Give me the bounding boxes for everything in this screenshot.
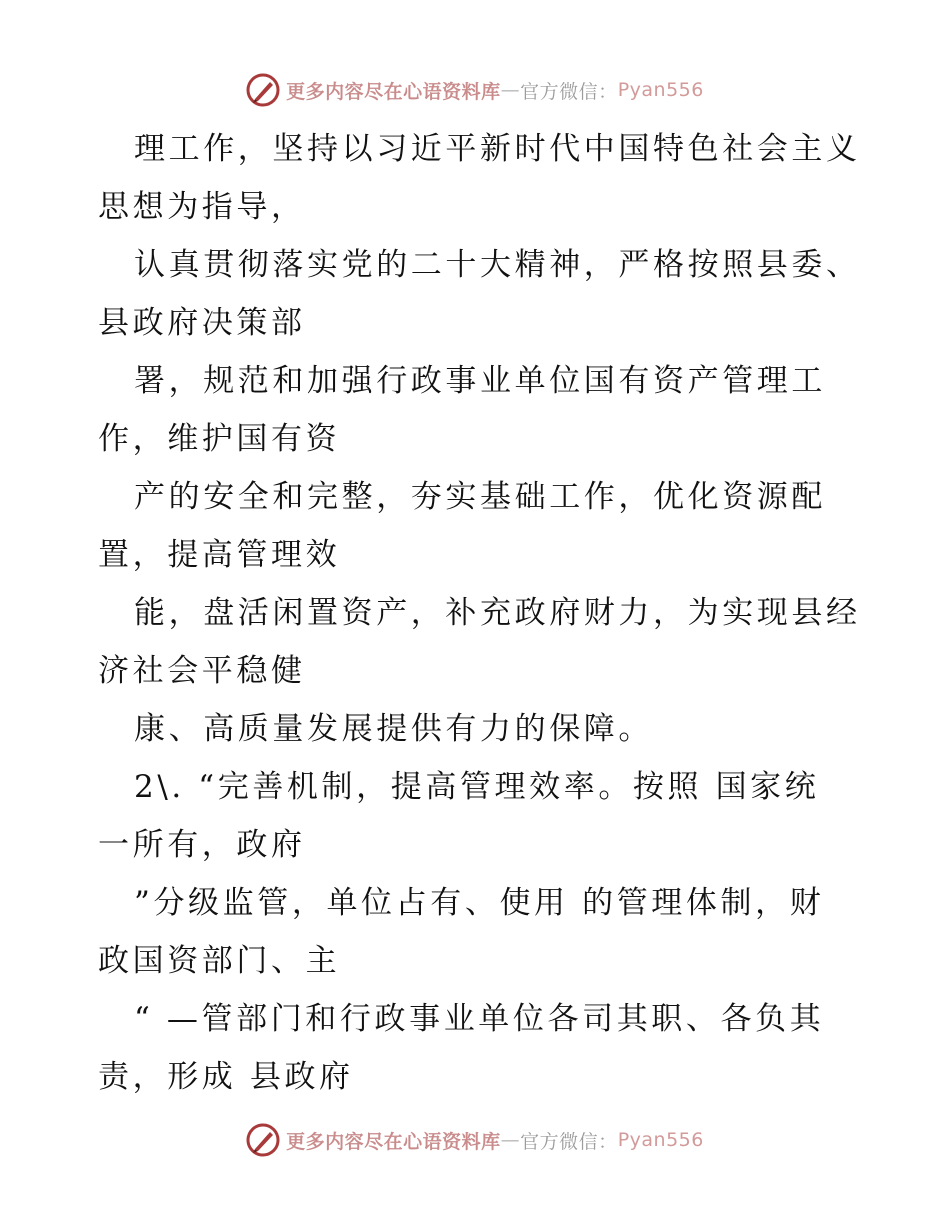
body-line: 思想为指导， xyxy=(98,189,306,225)
body-line: 产的安全和完整，夯实基础工作，优化资源配 xyxy=(134,479,826,515)
body-line: 康、高质量发展提供有力的保障。 xyxy=(134,711,653,747)
footer-watermark xyxy=(0,1120,950,1160)
watermark-label: 官方微信： xyxy=(520,1130,618,1153)
body-line: 责，形成 县政府 xyxy=(98,1059,354,1095)
body-line: 作，维护国有资 xyxy=(98,421,341,457)
document-body xyxy=(98,120,868,1106)
body-line: 置，提高管理效 xyxy=(98,537,341,573)
body-line: 一所有，政府 xyxy=(98,827,306,863)
watermark-wechat-id: Pyan556 xyxy=(617,1129,704,1151)
body-line: ”分级监管，单位占有、使用 的管理体制，财 xyxy=(134,885,825,921)
quill-logo-icon xyxy=(246,1123,280,1157)
body-line: 县政府决策部 xyxy=(98,305,306,341)
watermark-wechat-id: Pyan556 xyxy=(617,79,704,101)
body-line: 认真贯彻落实党的二十大精神，严格按照县委、 xyxy=(134,247,861,283)
body-line: 2\. “完善机制，提高管理效率。按照 国家统 xyxy=(134,769,820,805)
body-line: 署，规范和加强行政事业单位国有资产管理工 xyxy=(134,363,826,399)
body-line: 理工作，坚持以习近平新时代中国特色社会主义 xyxy=(134,131,861,167)
body-line: “ —管部门和行政事业单位各司其职、各负其 xyxy=(134,1001,825,1037)
body-line: 能，盘活闲置资产，补充政府财力，为实现县经 xyxy=(134,595,861,631)
watermark-label: 官方微信： xyxy=(520,80,618,103)
header-watermark xyxy=(0,70,950,110)
body-line: 政国资部门、主 xyxy=(98,943,341,979)
quill-logo-icon xyxy=(246,73,280,107)
watermark-brand: 更多内容尽在心语资料库 xyxy=(286,1130,501,1153)
body-line: 济社会平稳健 xyxy=(98,653,306,689)
watermark-brand: 更多内容尽在心语资料库 xyxy=(286,80,501,103)
watermark-dash: — xyxy=(500,1129,521,1151)
watermark-dash: — xyxy=(500,79,521,101)
